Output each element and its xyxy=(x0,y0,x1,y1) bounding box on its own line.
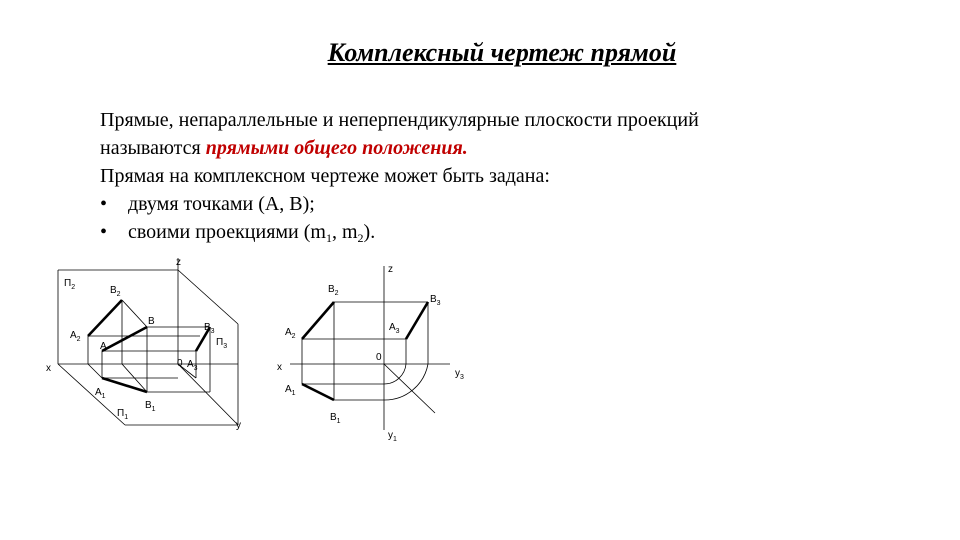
bullet-dot: • xyxy=(100,221,108,243)
svg-text:A1: $A_1$ xyxy=(285,384,296,397)
svg-text:B1: $B_1$ xyxy=(330,412,341,425)
svg-text:z: z xyxy=(176,257,181,268)
text-line-2-prefix: называются xyxy=(100,137,206,159)
svg-text:A3: $A_3$ xyxy=(187,359,198,372)
svg-text:y: y xyxy=(236,420,241,431)
svg-text:A1: $A_1$ xyxy=(95,387,106,400)
slide-title: Комплексный чертеж прямой xyxy=(327,38,677,67)
subscript: 2 xyxy=(357,231,364,245)
bullet-2-suffix: ). xyxy=(363,221,376,243)
orthographic-diagram xyxy=(290,266,450,430)
svg-text:B2: $B_2$ xyxy=(110,285,121,298)
axonometric-labels xyxy=(46,257,241,431)
text-line-3: Прямая на комплексном чертеже может быть задана: xyxy=(100,165,550,187)
svg-text:x: x xyxy=(46,363,51,374)
segment-a2b2 xyxy=(88,300,122,336)
svg-text:z: z xyxy=(388,264,393,275)
segment-a3b3-ortho xyxy=(406,302,428,339)
svg-text:0: 0 xyxy=(376,352,382,363)
subscript: 1 xyxy=(325,231,332,245)
orthographic-labels xyxy=(277,264,464,443)
segment-a1b1-ortho xyxy=(302,384,334,400)
segment-a2b2-ortho xyxy=(302,302,334,339)
svg-text:A3: $A_3$ xyxy=(389,322,400,335)
svg-text:B: B xyxy=(148,316,155,327)
svg-text:B2: $B_2$ xyxy=(328,284,339,297)
svg-text:0: 0 xyxy=(177,358,183,369)
svg-text:x: x xyxy=(277,362,282,373)
highlight-term: прямыми общего положения. xyxy=(205,137,468,159)
bullet-text-1: двумя точками (А, В); xyxy=(128,193,315,215)
svg-text:A: A xyxy=(100,341,107,352)
bullet-2-mid: , m xyxy=(331,221,358,243)
svg-text:П1: $П_1$ xyxy=(117,408,129,421)
segment-ab xyxy=(102,327,147,351)
svg-text:B1: $B_1$ xyxy=(145,400,156,413)
svg-text:y3: $y_3$ xyxy=(455,368,464,381)
svg-text:A2: $A_2$ xyxy=(70,330,81,343)
svg-text:B3: $B_3$ xyxy=(204,322,215,335)
svg-text:y1: $y_1$ xyxy=(388,430,397,443)
bullet-dot: • xyxy=(100,193,108,215)
svg-text:A2: $A_2$ xyxy=(285,327,296,340)
bullet-2-prefix: своими проекциями (m xyxy=(128,221,326,243)
svg-text:П3: $П_3$ xyxy=(216,337,228,350)
svg-text:B3: $B_3$ xyxy=(430,294,441,307)
svg-text:П2: $П_2$ xyxy=(64,278,76,291)
text-line-1: Прямые, непараллельные и неперпендикулярные плоскости проекций xyxy=(100,109,699,131)
